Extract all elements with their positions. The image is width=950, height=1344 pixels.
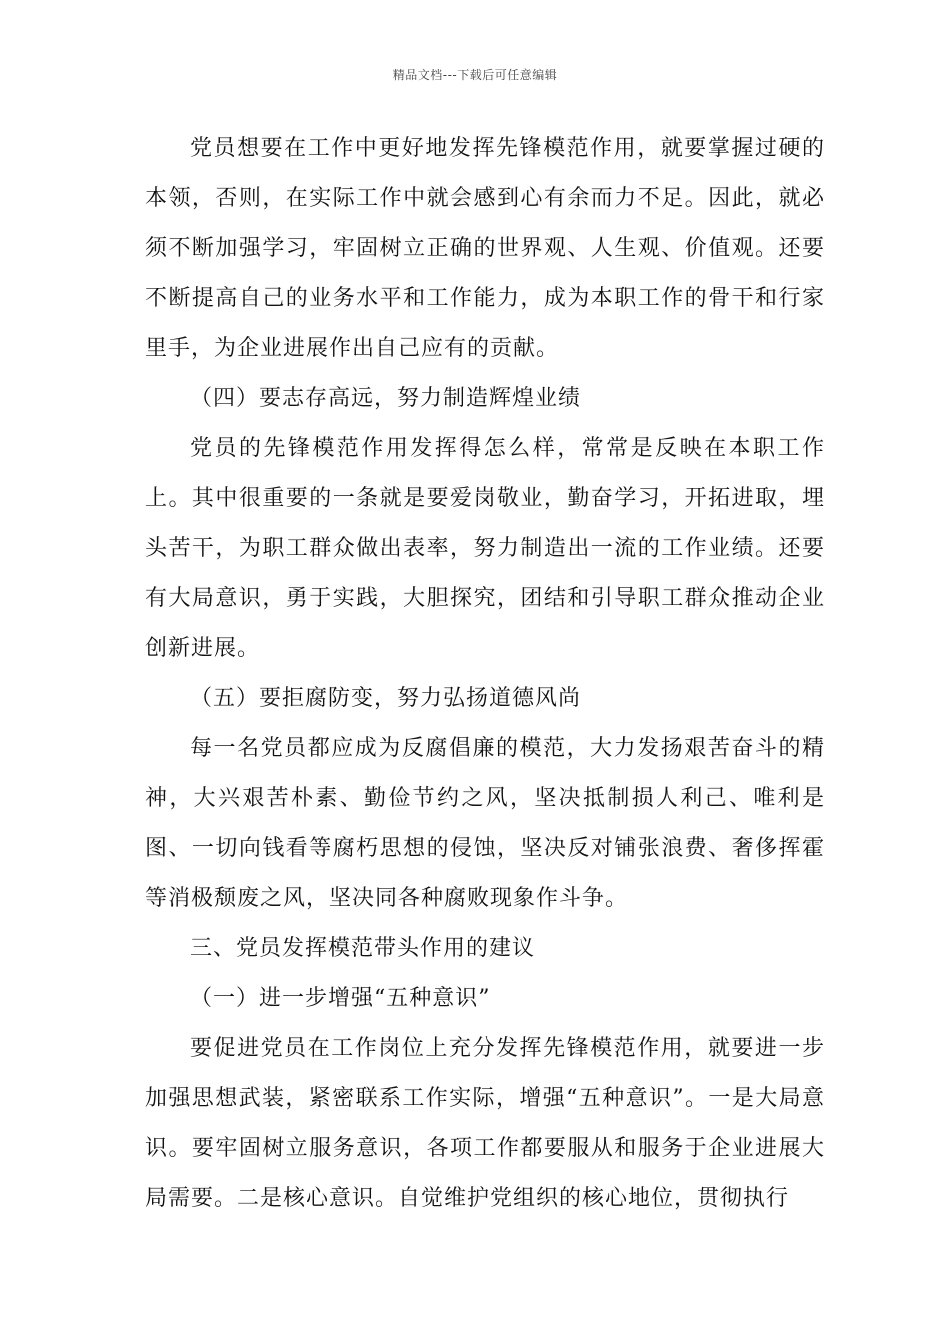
section-heading-1: （一）进一步增强“五种意识” — [190, 986, 491, 1011]
section-heading-5: （五）要拒腐防变，努力弘扬道德风尚 — [190, 686, 582, 711]
paragraph-vanguard-role: 党员的先锋模范作用发挥得怎么样，常常是反映在本职工作上。其中很重要的一条就是要爱岗敬业，勤奋学习，开拓进取，埋头苦干，为职工群众做出表率，努力制造出一流的工作业绩。还要有大局意识，勇于实践，大胆探究，团结和引导职工群众推动企业创新进展。 — [145, 436, 825, 661]
section-heading-4: （四）要志存高远，努力制造辉煌业绩 — [190, 386, 582, 411]
page-header: 精品文档---下载后可任意编辑 — [392, 68, 558, 82]
document-body — [145, 124, 825, 1224]
chapter-heading-3: 三、党员发挥模范带头作用的建议 — [190, 936, 536, 961]
paragraph-party-members-skills: 党员想要在工作中更好地发挥先锋模范作用，就要掌握过硬的本领，否则，在实际工作中就会感到心有余而力不足。因此，就必须不断加强学习，牢固树立正确的世界观、人生观、价值观。还要不断提高自己的业务水平和工作能力，成为本职工作的骨干和行家里手，为企业进展作出自己应有的贡献。 — [145, 136, 825, 361]
paragraph-anti-corruption: 每一名党员都应成为反腐倡廉的模范，大力发扬艰苦奋斗的精神，大兴艰苦朴素、勤俭节约之风，坚决抵制损人利己、唯利是图、一切向钱看等腐朽思想的侵蚀，坚决反对铺张浪费、奢侈挥霍等消极颓废之风，坚决同各种腐败现象作斗争。 — [145, 736, 825, 911]
paragraph-five-awareness: 要促进党员在工作岗位上充分发挥先锋模范作用，就要进一步加强思想武装，紧密联系工作实际，增强“五种意识”。一是大局意识。要牢固树立服务意识，各项工作都要服从和服务于企业进展大局需要。二是核心意识。自觉维护党组织的核心地位，贯彻执行 — [145, 1036, 825, 1211]
